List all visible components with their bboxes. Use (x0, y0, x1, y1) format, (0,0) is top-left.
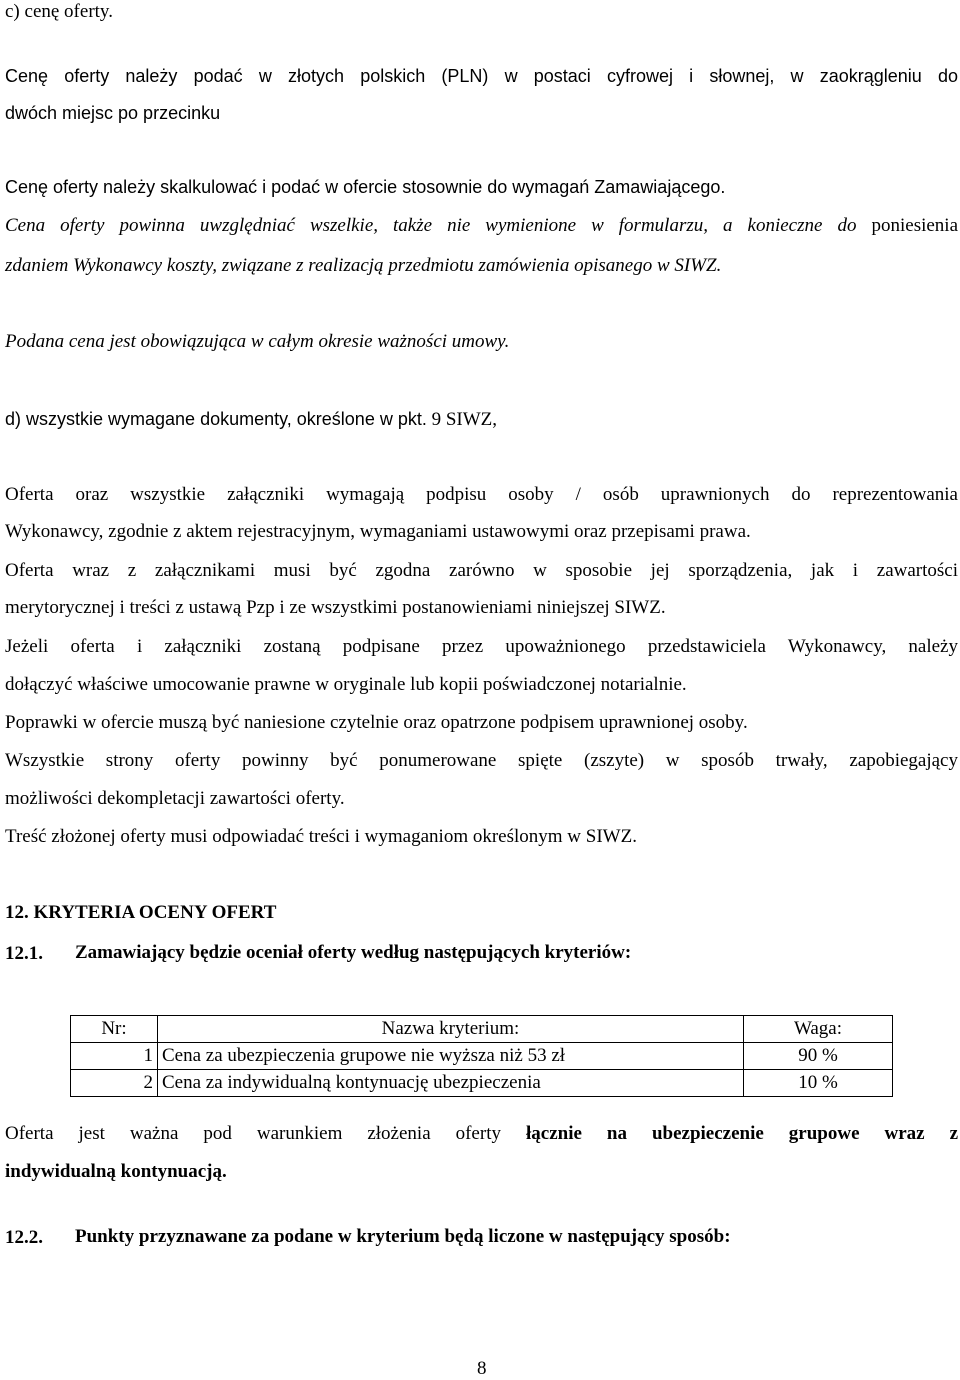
row-waga: 90 % (744, 1043, 893, 1070)
row-waga: 10 % (744, 1070, 893, 1097)
pages-line-1: Wszystkie strony oferty powinny być ponumerowane spięte (zszyte) w sposób trwały, zapobiegający (5, 750, 958, 771)
header-nr: Nr: (71, 1016, 158, 1043)
table-row (71, 1070, 893, 1097)
price-scope-tail: poniesienia (871, 215, 959, 236)
signature-line-1: Oferta oraz wszystkie załączniki wymagają podpisu osoby / osób uprawnionych do reprezentowania (5, 484, 958, 505)
conformity-line-1: Oferta wraz z załącznikami musi być zgodna zarówno w sposobie jej sporządzenia, jak i zawartości (5, 560, 958, 581)
row-nr: 2 (71, 1070, 158, 1097)
row-name: Cena za indywidualną kontynuację ubezpieczenia (158, 1070, 744, 1097)
table-row (71, 1043, 893, 1070)
authorization-line-1: Jeżeli oferta i załączniki zostaną podpisane przez upoważnionego przedstawiciela Wykonawcy, należy (5, 636, 958, 657)
paragraph-d (5, 410, 497, 429)
price-scope-italic: Cena oferty powinna uwzględniać wszelkie, także nie wymienione w formularzu, a konieczne do (5, 215, 857, 236)
signature-line-2: Wykonawcy, zgodnie z aktem rejestracyjnym, wymaganiami ustawowymi oraz przepisami prawa. (5, 521, 751, 542)
validity-condition-line-1 (5, 1124, 958, 1143)
criteria-table (70, 1015, 893, 1097)
price-instruction-line-2: dwóch miejsc po przecinku (5, 103, 221, 123)
section-12-1-number: 12.1. (5, 943, 43, 964)
conformity-line-2: merytorycznej i treści z ustawą Pzp i ze wszystkimi postanowieniami niniejszej SIWZ. (5, 597, 666, 618)
price-scope-line-2: zdaniem Wykonawcy koszty, związane z realizacją przedmiotu zamówienia opisanego w SIWZ. (5, 255, 722, 276)
corrections-line: Poprawki w ofercie muszą być naniesione czytelnie oraz opatrzone podpisem uprawnionej osoby. (5, 712, 748, 733)
price-scope-line-1 (5, 216, 958, 235)
price-instruction-line-1: Cenę oferty należy podać w złotych polskich (PLN) w postaci cyfrowej i słownej, w zaokrągleniu do (5, 66, 958, 86)
section-12-2-number: 12.2. (5, 1227, 43, 1248)
header-name: Nazwa kryterium: (158, 1016, 744, 1043)
page-number: 8 (477, 1358, 487, 1379)
row-name: Cena za ubezpieczenia grupowe nie wyższa niż 53 zł (158, 1043, 744, 1070)
section-12-2-heading: Punkty przyznawane za podane w kryterium będą liczone w następujący sposób: (75, 1226, 731, 1247)
criteria-table-header (71, 1016, 893, 1043)
price-calculation-line: Cenę oferty należy skalkulować i podać w ofercie stosownie do wymagań Zamawiającego. (5, 177, 726, 197)
price-validity-line: Podana cena jest obowiązująca w całym okresie ważności umowy. (5, 331, 510, 352)
paragraph-c: c) cenę oferty. (5, 1, 113, 22)
section-12-heading: 12. KRYTERIA OCENY OFERT (5, 902, 277, 923)
authorization-line-2: dołączyć właściwe umocowanie prawne w oryginale lub kopii poświadczonej notarialnie. (5, 674, 687, 695)
validity-condition-bold: łącznie na ubezpieczenie grupowe wraz z (525, 1123, 959, 1144)
validity-condition-line-2: indywidualną kontynuacją. (5, 1161, 227, 1182)
header-waga: Waga: (744, 1016, 893, 1043)
validity-condition-normal: Oferta jest ważna pod warunkiem złożenia oferty (5, 1123, 501, 1144)
paragraph-d-ref: 9 SIWZ, (426, 409, 498, 430)
pages-line-2: możliwości dekompletacji zawartości oferty. (5, 788, 345, 809)
paragraph-d-text: d) wszystkie wymagane dokumenty, określone w pkt. (5, 409, 427, 429)
section-12-1-heading: Zamawiający będzie oceniał oferty według następujących kryteriów: (75, 942, 632, 963)
content-line: Treść złożonej oferty musi odpowiadać treści i wymaganiom określonym w SIWZ. (5, 826, 637, 847)
row-nr: 1 (71, 1043, 158, 1070)
